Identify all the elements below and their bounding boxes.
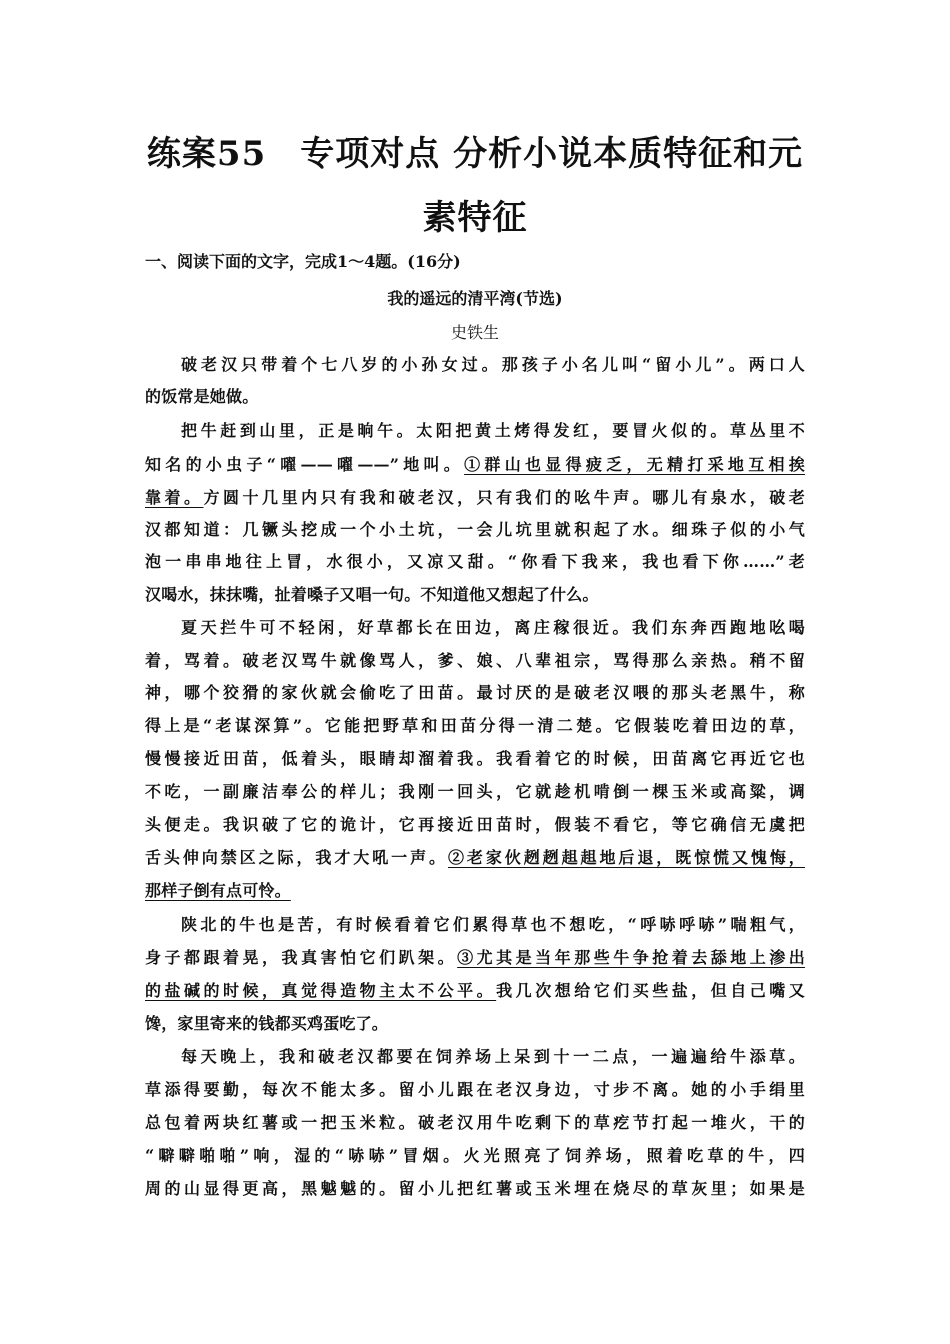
passage-line: [145, 845, 805, 868]
line-text: 舌头伸向禁区之际，我才大吼一声。: [145, 848, 448, 867]
passage-line: 汉喝水，抹抹嘴，扯着嗓子又唱一句。不知道他又想起了什么。: [145, 585, 599, 604]
passage-line: 破老汉只带着个七八岁的小孙女过。那孩子小名儿叫“留小儿”。两口人: [181, 355, 805, 374]
underlined-sentence: ③尤其是当年那些牛争抢着去舔地上渗出: [457, 948, 805, 967]
section-heading: 一、阅读下面的文字，完成1～4题。(16分): [145, 252, 461, 271]
underlined-sentence: 靠着。: [145, 488, 204, 507]
underlined-sentence: 的盐碱的时候，真觉得造物主太不公平。: [145, 981, 497, 1000]
line-text: 我几次想给它们买些盐，但自己嘴又: [496, 981, 806, 1000]
underlined-sentence: ①群山也显得疲乏，无精打采地互相挨: [464, 455, 805, 474]
passage-line: 头便走。我识破了它的诡计，它再接近田苗时，假装不看它，等它确信无虞把: [145, 815, 805, 834]
passage-line: 总包着两块红薯或一把玉米粒。破老汉用牛吃剩下的草疙节打起一堆火，干的: [145, 1113, 805, 1132]
underlined-sentence: ②老家伙趔趔趄趄地后退，既惊慌又愧悔，: [447, 848, 805, 867]
line-text: 身子都跟着晃，我真害怕它们趴架。: [145, 948, 458, 967]
passage-line: 每天晚上，我和破老汉都要在饲养场上呆到十一二点，一遍遍给牛添草。: [181, 1047, 805, 1066]
passage-line: [145, 878, 805, 901]
passage-line: 周的山显得更高，黑魆魆的。留小儿把红薯或玉米埋在烧尽的草灰里；如果是: [145, 1179, 805, 1198]
page-title-line-2: 素特征: [422, 198, 528, 238]
passage-line: 草添得要勤，每次不能太多。留小儿跟在老汉身边，寸步不离。她的小手绢里: [145, 1080, 805, 1099]
passage-line: 把牛赶到山里，正是晌午。太阳把黄土烤得发红，要冒火似的。草丛里不: [181, 421, 805, 440]
passage-line: [145, 945, 805, 968]
passage-line: 泡一串串地往上冒，水很小，又凉又甜。“你看下我来，我也看下你……”老: [145, 552, 805, 571]
passage-line: 慢慢接近田苗，低着头，眼睛却溜着我。我看着它的时候，田苗离它再近它也: [145, 749, 805, 768]
passage-line: 着，骂着。破老汉骂牛就像骂人，爹、娘、八辈祖宗，骂得那么亲热。稍不留: [145, 651, 805, 670]
passage-line: 夏天拦牛可不轻闲，好草都长在田边，离庄稼很近。我们东奔西跑地吆喝: [181, 618, 805, 637]
page-title-line-1: [130, 126, 820, 175]
passage-line: “噼噼啪啪”响，湿的“哧哧”冒烟。火光照亮了饲养场，照着吃草的牛，四: [145, 1146, 805, 1165]
passage-line: 神，哪个狡猾的家伙就会偷吃了田苗。最讨厌的是破老汉喂的那头老黑牛，称: [145, 683, 805, 702]
passage-line: 的饭常是她做。: [145, 387, 259, 406]
story-title: 我的遥远的清平湾(节选): [387, 289, 563, 308]
line-text: 知名的小虫子“嚁——嚁——”地叫。: [145, 455, 465, 474]
exercise-topic: 专项对点 分析小说本质特征和元: [300, 134, 804, 174]
passage-line: 得上是“老谋深算”。它能把野草和田苗分得一清二楚。它假装吃着田边的草，: [145, 716, 805, 735]
passage-line: [145, 452, 805, 475]
line-text: 方圆十几里内只有我和破老汉，只有我们的吆牛声。哪儿有泉水，破老: [203, 488, 805, 507]
passage-line: [145, 978, 805, 1001]
passage-line: 陕北的牛也是苦，有时候看着它们累得草也不想吃，“呼哧呼哧”喘粗气，: [181, 915, 805, 934]
underlined-sentence: 那样子倒有点可怜。: [145, 881, 291, 900]
passage-line: 馋，家里寄来的钱都买鸡蛋吃了。: [145, 1014, 389, 1033]
passage-line: [145, 485, 805, 508]
story-author: 史铁生: [450, 323, 499, 342]
exercise-number: 练案55: [146, 134, 267, 174]
passage-line: 汉都知道：几镢头挖成一个小土坑，一会儿坑里就积起了水。细珠子似的小气: [145, 520, 805, 539]
passage-line: 不吃，一副廉洁奉公的样儿；我刚一回头，它就趁机啃倒一棵玉米或高粱，调: [145, 782, 805, 801]
